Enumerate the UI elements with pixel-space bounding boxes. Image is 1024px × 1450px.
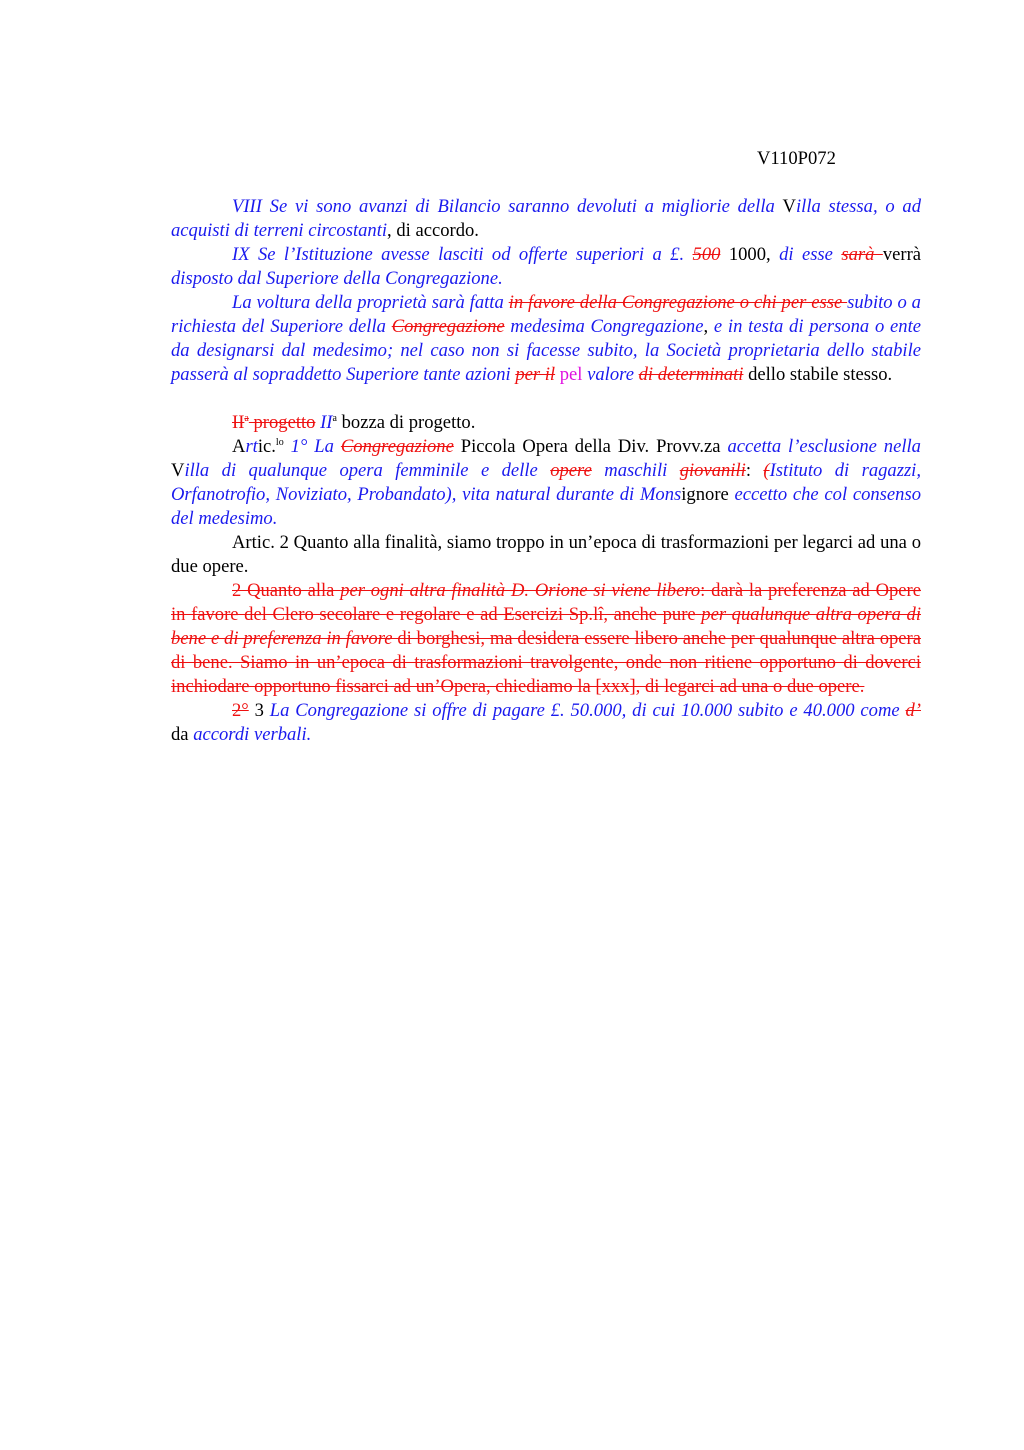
paragraph-bozza-heading (171, 411, 921, 435)
base-text: , (703, 316, 714, 337)
deleted-text: giovanili (679, 460, 746, 481)
added-text: II (315, 412, 333, 433)
deleted-text: Congregazione (340, 436, 454, 457)
deleted-superscript: a (244, 413, 249, 424)
base-text: ignore (681, 484, 735, 505)
added-text: VIII Se vi sono avanzi di Bilancio saranno devoluti a migliorie della (232, 196, 783, 217)
deleted-text: 2 Quanto alla (232, 580, 341, 601)
added-text: maschili (591, 460, 680, 481)
deleted-text: in favore della Congregazione o chi per esse (508, 292, 848, 313)
deleted-text: per qualunque altra opera di bene e di preferenza in favore (171, 604, 921, 649)
added-text: illa di qualunque opera femminile e delle (184, 460, 551, 481)
deleted-text: sarà (841, 244, 883, 265)
base-text: Piccola Opera della Div. Provv.za (453, 436, 728, 457)
base-text: bozza di progetto. (336, 412, 476, 433)
deleted-text: per ogni altra finalità D. Orione si viene libero (340, 580, 701, 601)
deleted-text: di borghesi, ma desidera essere libero anche per qualunque altra opera di bene. Siamo in un’epoca di trasformazioni travolgente, onde non ritiene opportuno di doverci inchiodare opportuno fissarci ad un’Opera, chiediamo la [xxx], di legarci ad una o due opere. (171, 628, 921, 697)
added-text: eccetto che col consenso del medesimo. (171, 484, 921, 529)
added-text: Mons (639, 484, 682, 505)
paragraph-voltura (171, 291, 921, 387)
added-text: illa stessa, o ad acquisti di terreni circostanti (171, 196, 921, 241)
deleted-text: ( (763, 460, 770, 481)
added-text: di esse (779, 244, 842, 265)
added-text: rt (245, 436, 258, 457)
base-text: verrà (882, 244, 922, 265)
added-text: medesima Congregazione (504, 316, 704, 337)
added-text: La Congregazione si offre di pagare £. 50.000, di cui 10.000 subito e 40.000 come (269, 700, 906, 721)
deleted-text: Congregazione (391, 316, 505, 337)
page-code: V110P072 (757, 148, 836, 169)
document-body (171, 195, 921, 747)
base-text: V (782, 196, 796, 217)
superscript: a (332, 413, 337, 424)
base-text: 1000, (720, 244, 780, 265)
deleted-text: II (232, 412, 245, 433)
base-text: dello stabile stesso. (743, 364, 893, 385)
added-text: accordi verbali. (193, 724, 312, 745)
deleted-text: 500 (692, 244, 721, 265)
deleted-text: progetto (248, 412, 316, 433)
base-text: da (171, 724, 194, 745)
paragraph-artic-1 (171, 435, 921, 531)
highlight-text: pel (555, 364, 583, 385)
deleted-text: 2° (232, 700, 249, 721)
base-text: Artic. 2 Quanto alla finalità, siamo troppo in un’epoca di trasformazioni per legarci ad una o due opere. (171, 532, 921, 577)
deleted-text: d’ (905, 700, 921, 721)
base-text: , di accordo. (387, 220, 479, 241)
paragraph-viii (171, 195, 921, 243)
added-text: La voltura della proprietà sarà fatta (232, 292, 509, 313)
added-text: disposto dal Superiore della Congregazione. (171, 268, 503, 289)
base-text: V (171, 460, 185, 481)
added-text: accetta l’esclusione nella (727, 436, 921, 457)
added-text: Istituto di ragazzi, Orfanotrofio, Noviziato, Probandato), vita natural durante di (171, 460, 922, 505)
added-text: subito o a richiesta del Superiore della (171, 292, 921, 337)
deleted-text: opere (550, 460, 592, 481)
blank-line (171, 387, 921, 411)
deleted-text: : darà la preferenza ad Opere in favore del Clero secolare e regolare e ad Esercizi Sp.lî, anche pure (171, 580, 921, 625)
paragraph-artic-3 (171, 699, 921, 747)
paragraph-deleted-finalita (171, 579, 921, 699)
base-text: : (745, 460, 764, 481)
added-text: e in testa di persona o ente da designarsi dal medesimo; nel caso non si facesse subito, la Società proprietaria dello stabile passerà al sopraddetto Superiore tante azioni (171, 316, 922, 385)
base-text: 3 (248, 700, 270, 721)
base-text: ic. (257, 436, 276, 457)
paragraph-artic-2 (171, 531, 921, 579)
superscript: lo (275, 437, 284, 448)
added-text: valore (582, 364, 639, 385)
base-text: A (232, 436, 246, 457)
deleted-text: per il (515, 364, 556, 385)
added-text: 1° La (283, 436, 341, 457)
paragraph-ix (171, 243, 921, 291)
deleted-text: di determinati (638, 364, 744, 385)
added-text: IX Se l’Istituzione avesse lasciti od offerte superiori a £. (232, 244, 693, 265)
